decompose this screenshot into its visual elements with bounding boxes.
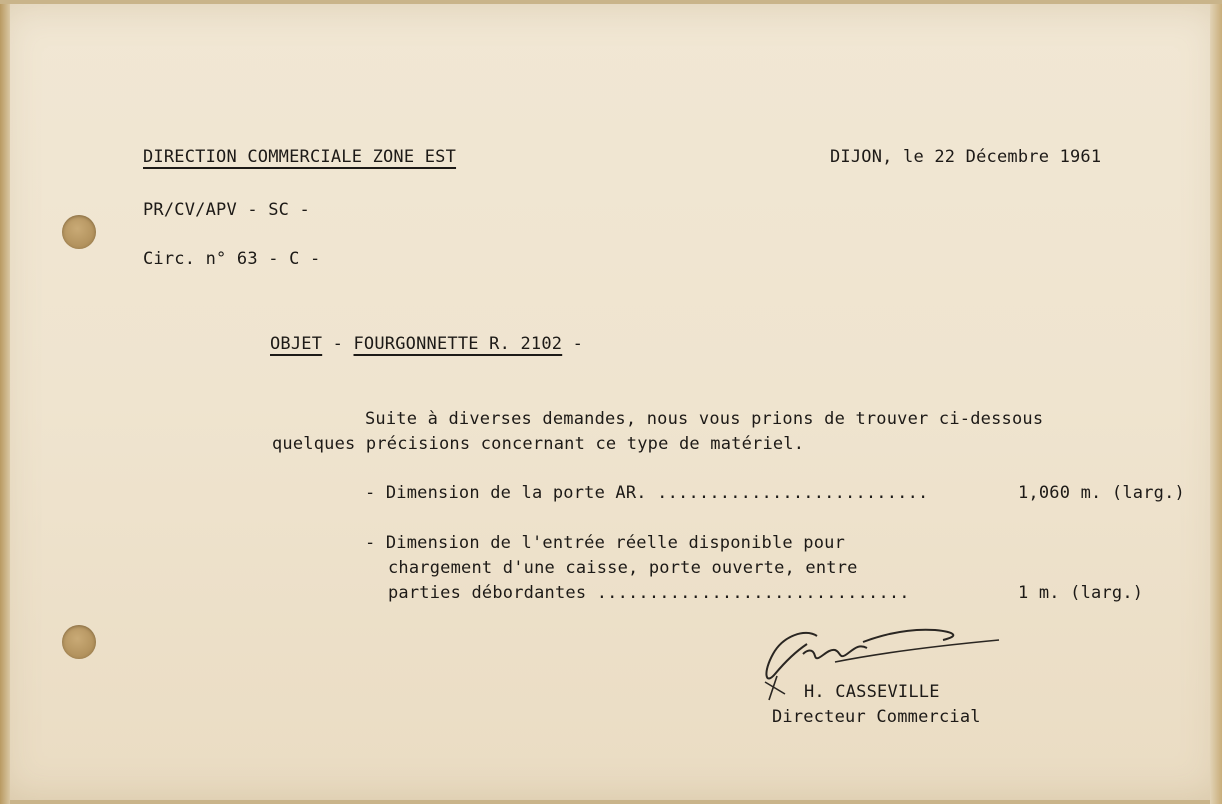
department-heading: DIRECTION COMMERCIALE ZONE EST	[143, 147, 457, 167]
item-1-value: 1,060 m. (larg.)	[1018, 483, 1185, 503]
body-line-1: Suite à diverses demandes, nous vous prions de trouver ci-dessous	[365, 409, 1044, 429]
subject-dash: -	[322, 334, 354, 354]
paper-edge-left	[0, 4, 10, 804]
subject-label: OBJET	[270, 334, 323, 354]
subject-suffix: -	[562, 334, 584, 354]
punch-hole-bottom	[62, 625, 96, 659]
subject-title: FOURGONNETTE R. 2102	[353, 334, 563, 354]
circular-number: Circ. n° 63 - C -	[143, 249, 321, 269]
place-date: DIJON, le 22 Décembre 1961	[830, 147, 1102, 167]
body-line-2: quelques précisions concernant ce type de matériel.	[272, 434, 805, 454]
signatory-title: Directeur Commercial	[772, 707, 981, 727]
item-2-line-1: - Dimension de l'entrée réelle disponible pour	[365, 533, 846, 553]
subject-line	[270, 334, 583, 354]
item-2-line-3: parties débordantes ..............................	[388, 583, 910, 603]
letter-page	[0, 4, 1222, 800]
punch-hole-top	[62, 215, 96, 249]
paper-edge-right	[1210, 4, 1222, 804]
item-2-value: 1 m. (larg.)	[1018, 583, 1144, 603]
reference-code: PR/CV/APV - SC -	[143, 200, 310, 220]
item-1-text: - Dimension de la porte AR. ..........................	[365, 483, 929, 503]
item-2-line-2: chargement d'une caisse, porte ouverte, entre	[388, 558, 858, 578]
signatory-name: H. CASSEVILLE	[804, 682, 940, 702]
